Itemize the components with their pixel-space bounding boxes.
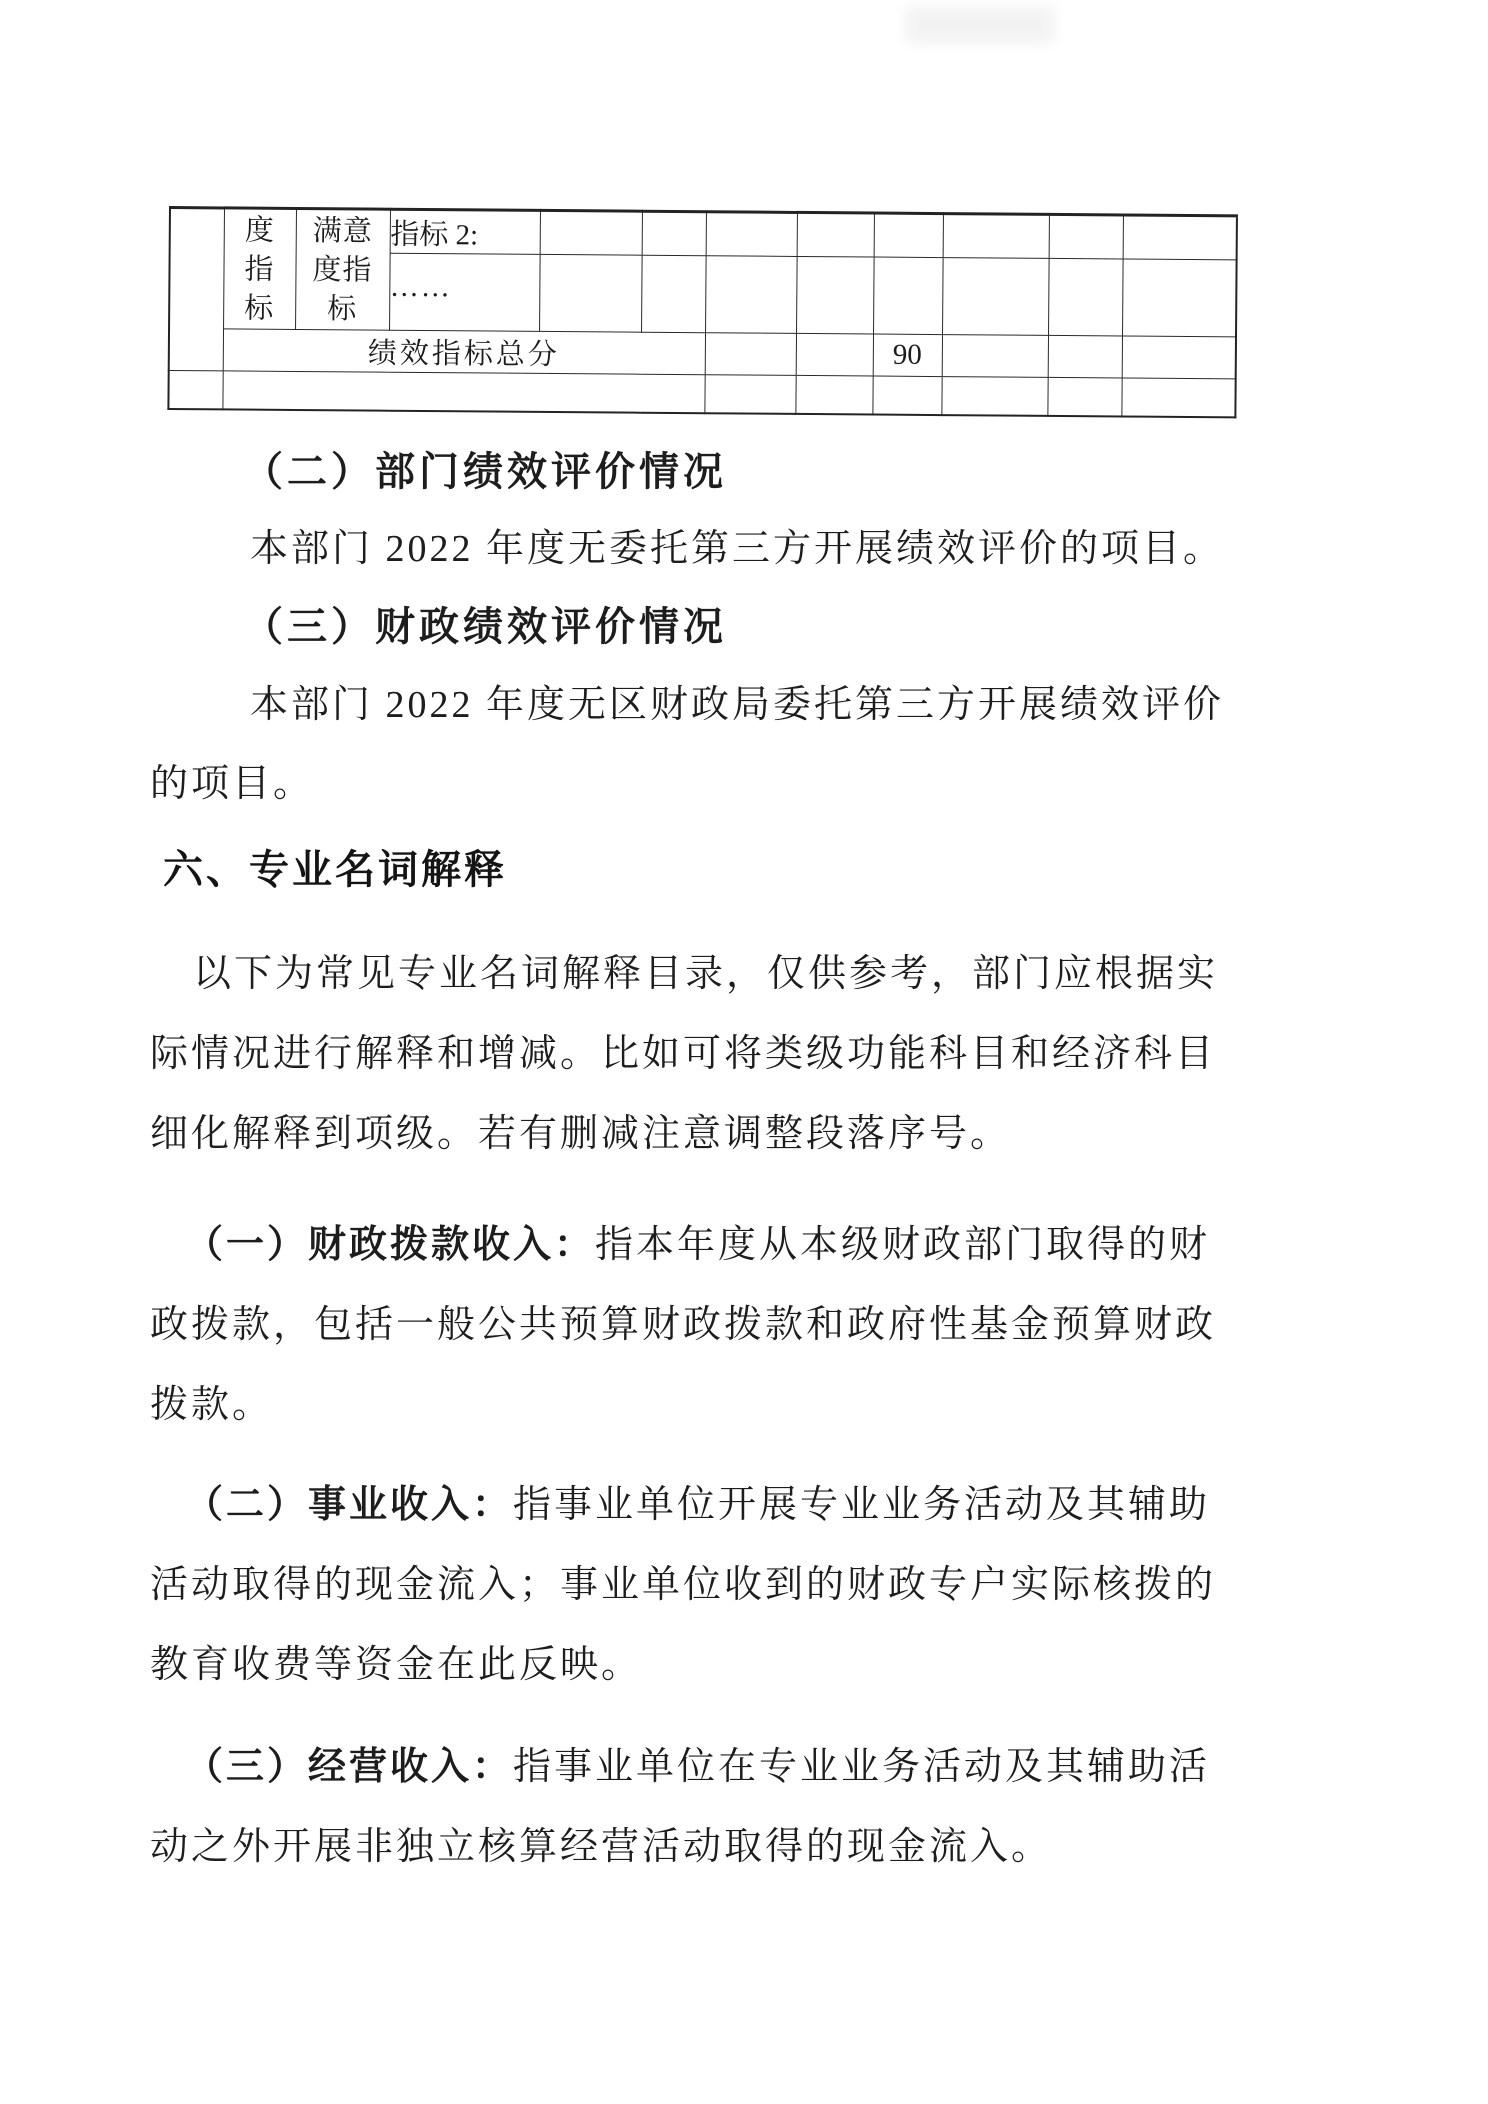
table-cell-empty bbox=[169, 208, 224, 371]
table-cell-total-score: 90 bbox=[873, 334, 942, 377]
table-cell-empty bbox=[704, 375, 795, 414]
term1-line: 拨款。 bbox=[150, 1384, 274, 1426]
table-cell-empty bbox=[795, 375, 872, 414]
table-cell-satisfaction-header bbox=[295, 208, 390, 330]
term3-line bbox=[185, 1745, 1210, 1789]
table-cell-empty bbox=[874, 213, 943, 258]
table-cell-empty bbox=[540, 210, 642, 255]
section3-heading: （三）财政绩效评价情况 bbox=[243, 604, 727, 649]
term2-line: 教育收费等资金在此反映。 bbox=[150, 1644, 643, 1686]
table-cell-empty bbox=[641, 255, 706, 333]
table-cell-empty bbox=[796, 333, 873, 376]
intro-line: 细化解释到项级。若有删减注意调整段落序号。 bbox=[150, 1113, 1012, 1155]
table-cell-empty bbox=[1048, 335, 1122, 378]
table-cell-empty bbox=[1047, 377, 1121, 416]
table-cell-empty bbox=[1049, 214, 1123, 259]
table-cell-empty bbox=[1122, 336, 1236, 379]
table-cell-empty bbox=[705, 333, 796, 376]
term1-line bbox=[185, 1223, 1210, 1267]
table-row bbox=[170, 208, 1237, 260]
table-cell-empty bbox=[1121, 378, 1235, 417]
term1-line: 政拨款，包括一般公共预算财政拨款和政府性基金预算财政 bbox=[150, 1304, 1217, 1346]
section3-body-line: 的项目。 bbox=[150, 763, 315, 805]
table-cell-empty bbox=[941, 377, 1047, 416]
term1-label: （一）财政拨款收入： bbox=[185, 1224, 596, 1266]
term2-text: 指事业单位开展专业业务活动及其辅助 bbox=[513, 1484, 1211, 1526]
table-cell-indicator2: 指标 2: bbox=[390, 209, 540, 254]
term3-text: 指事业单位在专业业务活动及其辅助活 bbox=[513, 1746, 1211, 1788]
term1-text: 指本年度从本级财政部门取得的财 bbox=[595, 1224, 1211, 1266]
table-cell-empty bbox=[943, 214, 1049, 259]
term2-label: （二）事业收入： bbox=[185, 1484, 514, 1526]
vertical-header-char: 度 bbox=[244, 214, 275, 247]
table-cell-empty bbox=[942, 335, 1048, 378]
table-cell-empty bbox=[796, 256, 874, 334]
ellipsis-text: …… bbox=[389, 270, 453, 303]
table-cell-empty bbox=[168, 371, 222, 409]
vertical-header-chars: 满意 bbox=[312, 214, 373, 248]
section2-heading: （二）部门绩效评价情况 bbox=[243, 449, 727, 494]
vertical-header-chars: 标 bbox=[327, 292, 358, 325]
section3-body-line: 本部门 2022 年度无区财政局委托第三方开展绩效评价 bbox=[250, 684, 1225, 726]
table-cell-empty bbox=[797, 212, 874, 257]
table-cell-empty bbox=[539, 254, 642, 332]
section2-body-line: 本部门 2022 年度无委托第三方开展绩效评价的项目。 bbox=[250, 528, 1225, 570]
table-cell-empty bbox=[705, 256, 797, 334]
table-cell-empty bbox=[1122, 259, 1237, 337]
vertical-header-char: 指 bbox=[244, 253, 275, 286]
intro-line: 以下为常见专业名词解释目录，仅供参考，部门应根据实 bbox=[193, 953, 1219, 995]
vertical-header-char: 标 bbox=[244, 292, 275, 325]
table-cell-empty bbox=[706, 212, 797, 257]
intro-line: 际情况进行解释和增减。比如可将类级功能科目和经济科目 bbox=[150, 1033, 1217, 1075]
term3-label: （三）经营收入： bbox=[185, 1746, 514, 1788]
term2-line bbox=[185, 1483, 1210, 1527]
term2-line: 活动取得的现金流入；事业单位收到的财政专户实际核拨的 bbox=[150, 1564, 1217, 1606]
table-cell-empty bbox=[1123, 215, 1237, 260]
vertical-header-chars: 度指 bbox=[312, 253, 373, 287]
table-row bbox=[168, 371, 1235, 417]
table-cell-empty bbox=[642, 211, 706, 256]
chapter-heading: 六、专业名词解释 bbox=[163, 848, 507, 892]
table-cell-level-header bbox=[223, 208, 296, 330]
scan-smudge bbox=[905, 6, 1055, 44]
table-cell-empty bbox=[222, 371, 704, 413]
performance-indicator-table bbox=[167, 206, 1238, 418]
term3-line: 动之外开展非独立核算经营活动取得的现金流入。 bbox=[150, 1826, 1053, 1868]
table-cell-ellipsis bbox=[389, 253, 540, 331]
table-cell-empty bbox=[942, 258, 1049, 336]
table-cell-empty bbox=[872, 376, 941, 415]
table-cell-empty bbox=[1048, 258, 1123, 336]
table-cell-empty bbox=[873, 257, 943, 335]
table-cell-total-label: 绩效指标总分 bbox=[223, 329, 705, 375]
